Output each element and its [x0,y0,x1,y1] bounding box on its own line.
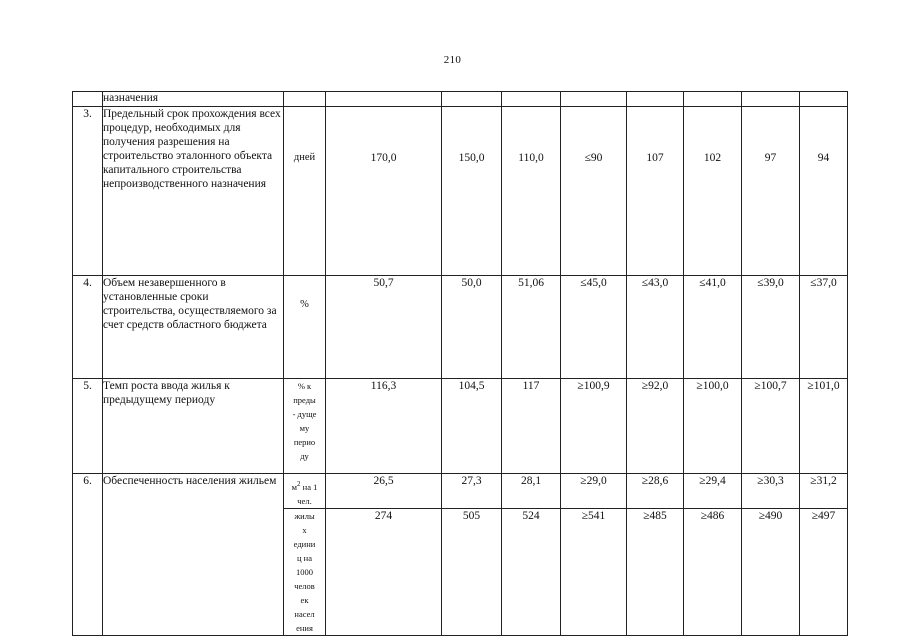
value-cell: ≥101,0 [800,379,848,474]
value-cell: ≥28,6 [627,474,684,509]
value-cell: ≥485 [627,509,684,636]
unit-cell: % к преды - дуще му перио ду [284,379,326,474]
value-cell: 150,0 [442,107,502,276]
value-cell: 170,0 [326,107,442,276]
value-cell: ≤43,0 [627,276,684,379]
value-cell: 110,0 [502,107,561,276]
unit-cell: жилы х едини ц на 1000 челов ек насел ения [284,509,326,636]
value-cell: ≤37,0 [800,276,848,379]
value-cell: 51,06 [502,276,561,379]
value-cell: ≥92,0 [627,379,684,474]
row-number: 4. [73,276,103,379]
value-cell: ≥100,7 [742,379,800,474]
value-cell: ≤39,0 [742,276,800,379]
table-row [73,107,848,276]
value-cell: 505 [442,509,502,636]
value-cell: 524 [502,509,561,636]
num-cell [73,92,103,107]
value-cell: ≥29,4 [684,474,742,509]
value-cell: 104,5 [442,379,502,474]
value-cell: ≥30,3 [742,474,800,509]
unit-cell: % [284,276,326,379]
value-cell: 102 [684,107,742,276]
value-cell: 28,1 [502,474,561,509]
value-cell: ≥100,9 [561,379,627,474]
unit-cell: $м^2$ на 1 чел. [284,474,326,509]
value-cell: ≥486 [684,509,742,636]
value-cell: ≥31,2 [800,474,848,509]
value-cell: 97 [742,107,800,276]
value-cell: ≤41,0 [684,276,742,379]
row-number: 5. [73,379,103,474]
value-cell: 117 [502,379,561,474]
value-cell: 27,3 [442,474,502,509]
row-number: 6. [73,474,103,636]
indicator-name: Объем незавершенного в установленные сроки строительства, осуществляемого за счет средств областного бюджета [103,276,284,379]
value-cell: 50,7 [326,276,442,379]
value-cell: ≥541 [561,509,627,636]
value-cell: 50,0 [442,276,502,379]
indicator-name: Темп роста ввода жилья к предыдущему периоду [103,379,284,474]
value-cell: ≤45,0 [561,276,627,379]
value-cell: 26,5 [326,474,442,509]
value-cell: 116,3 [326,379,442,474]
value-cell: ≥490 [742,509,800,636]
value-cell: 274 [326,509,442,636]
row-number: 3. [73,107,103,276]
indicators-table [72,91,848,636]
value-cell: ≥100,0 [684,379,742,474]
indicator-name: Обеспеченность населения жильем [103,474,284,636]
unit-cell: дней [284,107,326,276]
indicator-name: Предельный срок прохождения всех процедур, необходимых для получения разрешения на строительство эталонного объекта капитального строительства непроизводственного назначения [103,107,284,276]
table-row-continuation [73,92,848,107]
table-row [73,474,848,509]
value-cell: ≥29,0 [561,474,627,509]
value-cell: ≤90 [561,107,627,276]
page-number: 210 [443,54,462,66]
value-cell: 107 [627,107,684,276]
name-cell: назначения [103,92,284,107]
table-row [73,379,848,474]
value-cell: 94 [800,107,848,276]
table-row [73,276,848,379]
value-cell: ≥497 [800,509,848,636]
